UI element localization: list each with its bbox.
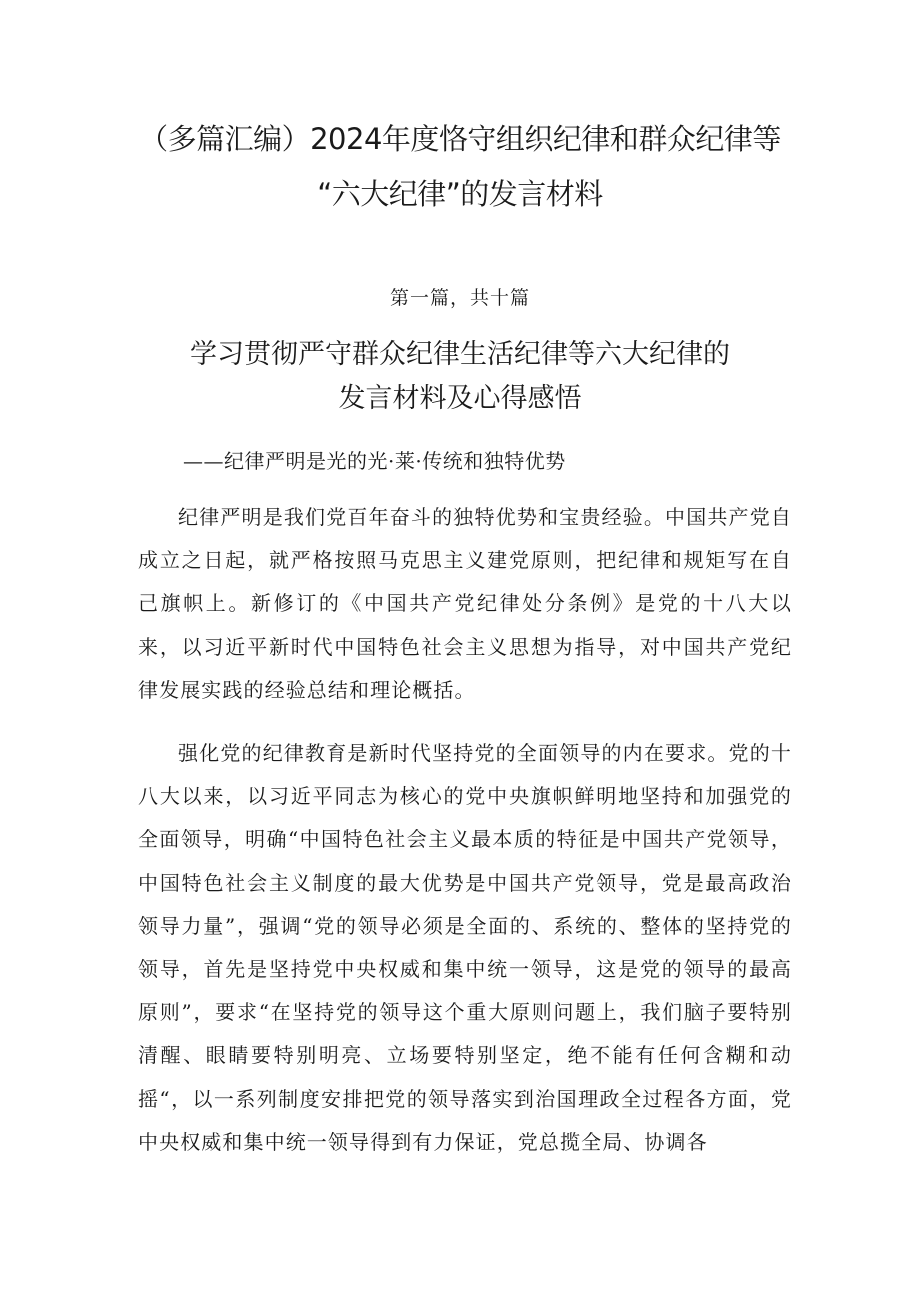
document-title bbox=[60, 112, 860, 222]
body-paragraph-2: 强化党的纪律教育是新时代坚持党的全面领导的内在要求。党的十八大以来，以习近平同志为核心的党中央旗帜鲜明地坚持和加强党的全面领导，明确“中国特色社会主义最本质的特征是中国共产党领导，中国特色社会主义制度的最大优势是中国共产党领导，党是最高政治领导力量”，强调“党的领导必须是全面的、系统的、整体的坚持党的领导，首先是坚持党中央权威和集中统一领导，这是党的领导的最高原则”，要求“在坚持党的领导这个重大原则问题上，我们脑子要特别清醒、眼睛要特别明亮、立场要特别坚定，绝不能有任何含糊和动摇“，以一系列制度安排把党的领导落实到治国理政全过程各方面，党中央权威和集中统一领导得到有力保证，党总揽全局、协调各 bbox=[138, 741, 792, 1154]
part-label: 第一篇，共十篇 bbox=[389, 287, 530, 309]
section-title-line-1: 学习贯彻严守群众纪律生活纪律等六大纪律的 bbox=[190, 339, 730, 370]
document-title-line-1: （多篇汇编）2024年度恪守组织纪律和群众纪律等 bbox=[139, 122, 781, 156]
section-title bbox=[60, 333, 860, 421]
body-paragraph-1: 纪律严明是我们党百年奋斗的独特优势和宝贵经验。中国共产党自成立之日起，就严格按照马克思主义建党原则，把纪律和规矩写在自己旗帜上。新修订的《中国共产党纪律处分条例》是党的十八大以来，以习近平新时代中国特色社会主义思想为指导，对中国共产党纪律发展实践的经验总结和理论概括。 bbox=[138, 505, 792, 702]
section-subtitle: ——纪律严明是光的光·莱·传统和独特优势 bbox=[183, 449, 566, 473]
section-title-line-2: 发言材料及心得感悟 bbox=[338, 383, 582, 414]
document-title-line-2: “六大纪律”的发言材料 bbox=[317, 177, 603, 211]
